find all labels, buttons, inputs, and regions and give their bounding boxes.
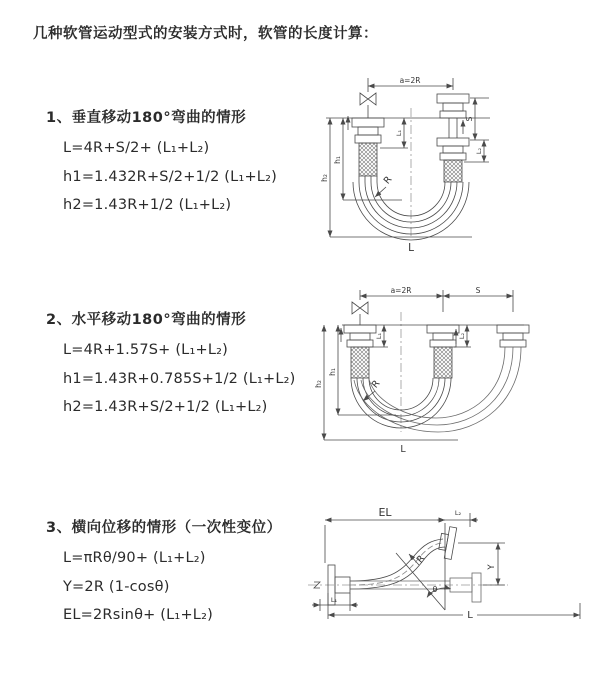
- diagram-1-linework: [326, 78, 490, 240]
- radius-leader: [363, 391, 375, 401]
- right-flange-upper: [437, 94, 469, 118]
- formula-line: L=πRθ/90+ (L₁+L₂): [63, 550, 206, 566]
- page-title: 几种软管运动型式的安装方式时，软管的长度计算：: [33, 26, 378, 42]
- dim-label-h2: h₂: [314, 380, 323, 388]
- dim-label-a2r: a=2R: [390, 286, 412, 295]
- section-lateral-displacement: [46, 516, 282, 636]
- dim-label-l: L: [408, 242, 414, 254]
- diagram-horizontal-180-bend: [308, 282, 600, 460]
- formula-line: h2=1.43R+1/2 (L₁+L₂): [63, 197, 232, 213]
- formula-line: EL=2Rsinθ+ (L₁+L₂): [63, 607, 213, 623]
- hose-original-position: [350, 573, 481, 602]
- section-2-heading: 2、水平移动180°弯曲的情形: [46, 312, 247, 328]
- hose-s-curve: [350, 539, 445, 589]
- valve-icon: [360, 93, 376, 118]
- diagram-2-labels: [314, 286, 481, 455]
- dim-label-l1: L₁: [395, 129, 403, 137]
- dim-label-h1: h₁: [333, 156, 342, 164]
- braided-hose-middle: [434, 347, 452, 378]
- diagram-lateral-displacement: [298, 495, 600, 630]
- dim-label-r: R: [369, 378, 383, 391]
- braided-hose-right: [444, 160, 462, 182]
- valve-icon: [352, 302, 368, 325]
- dim-label-s: S: [475, 286, 481, 295]
- dim-label-a2r: a=2R: [399, 76, 421, 85]
- section-1-heading: 1、垂直移动180°弯曲的情形: [46, 110, 247, 126]
- left-flange: [352, 118, 384, 143]
- dim-label-theta: θ: [432, 585, 438, 594]
- formula-line: L=4R+1.57S+ (L₁+L₂): [63, 342, 228, 358]
- formula-line: L=4R+S/2+ (L₁+L₂): [63, 140, 210, 156]
- dim-label-l2: L₂: [454, 509, 462, 517]
- upper-flange-moved: [437, 526, 456, 560]
- left-flange: [344, 325, 376, 347]
- section-horizontal-180: [46, 308, 296, 428]
- braided-hose-left: [351, 347, 369, 378]
- dim-label-l: L: [400, 444, 406, 455]
- diagram-vertical-180-bend: [312, 70, 598, 265]
- dim-label-el: EL: [378, 506, 392, 519]
- section-3-heading: 3、横向位移的情形（一次性变位）: [46, 520, 282, 536]
- dim-label-r: R: [414, 553, 428, 566]
- formula-line: h1=1.432R+S/2+1/2 (L₁+L₂): [63, 168, 277, 185]
- right-flange-moved: [497, 325, 529, 347]
- dim-label-h1: h₁: [328, 368, 337, 376]
- section-vertical-180: [46, 106, 277, 226]
- dim-label-l1: L₁: [330, 596, 338, 604]
- formula-line: Y=2R (1-cosθ): [63, 578, 170, 595]
- dim-label-s: S: [465, 116, 474, 122]
- dim-label-h2: h₂: [320, 174, 329, 182]
- braided-hose-left: [359, 143, 377, 176]
- dim-label-l2: L₂: [458, 332, 466, 340]
- formula-line: h2=1.43R+S/2+1/2 (L₁+L₂): [63, 399, 268, 415]
- right-flange-lower: [437, 138, 469, 160]
- dim-label-r: R: [381, 174, 395, 187]
- diagram-3-labels: [331, 506, 497, 621]
- dim-label-y: Y: [487, 564, 497, 570]
- dim-label-l2: L₂: [475, 147, 483, 155]
- diagram-3-linework: [308, 513, 580, 619]
- formula-line: h1=1.43R+0.785S+1/2 (L₁+L₂): [63, 370, 296, 387]
- dim-label-l: L: [467, 610, 473, 621]
- dim-label-l1: L₁: [375, 332, 383, 340]
- middle-flange: [427, 325, 459, 347]
- diagram-2-linework: [324, 290, 529, 440]
- radius-leader: [375, 187, 386, 197]
